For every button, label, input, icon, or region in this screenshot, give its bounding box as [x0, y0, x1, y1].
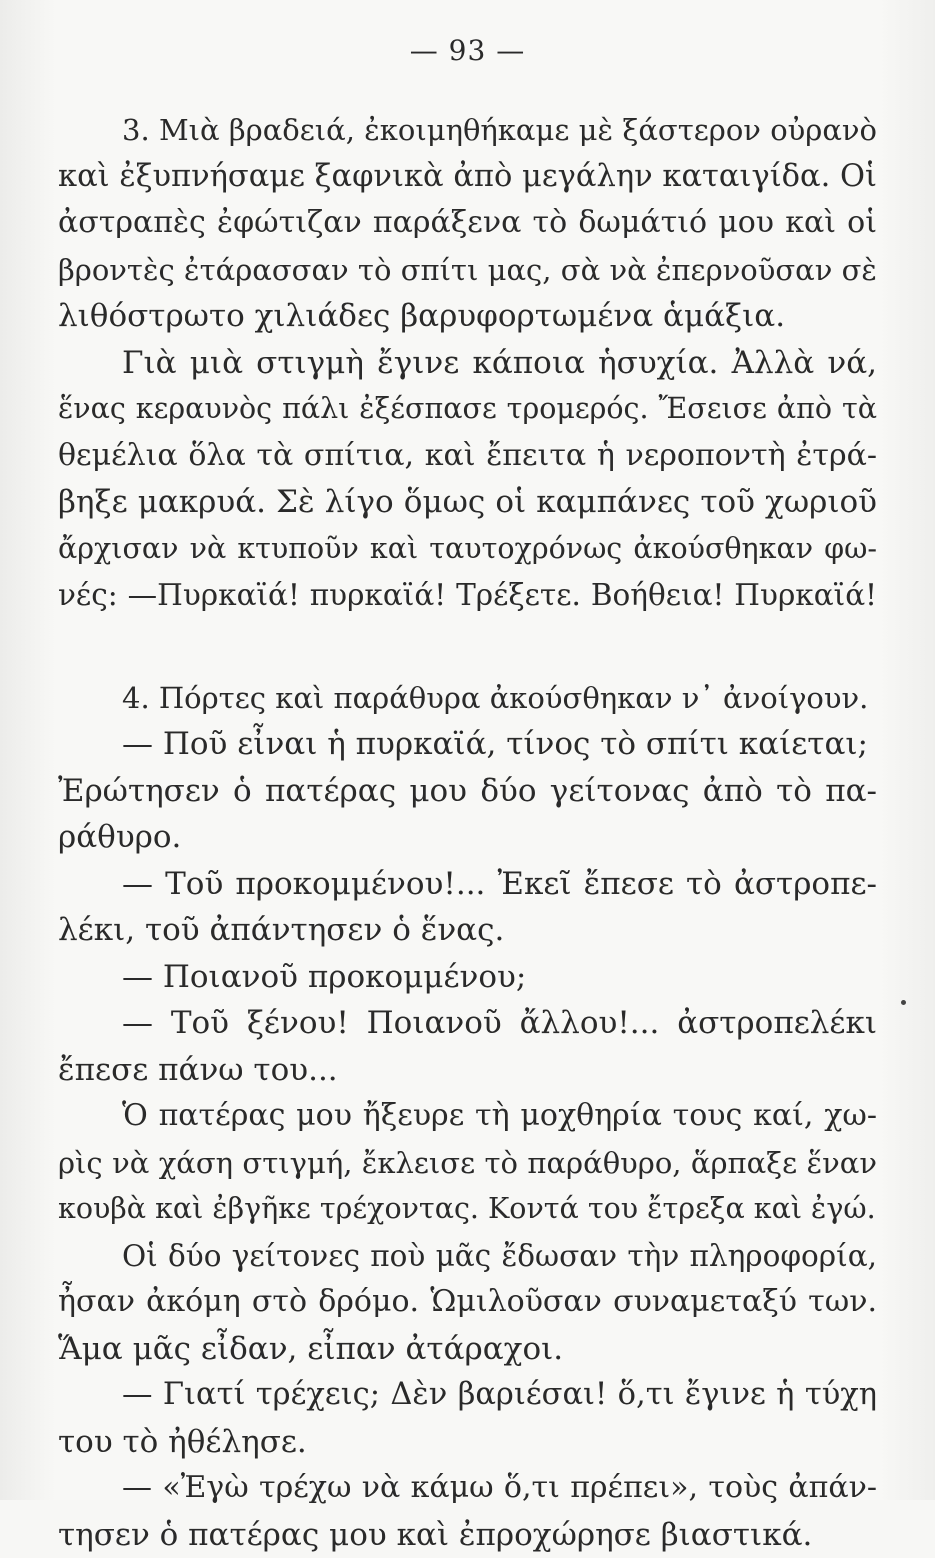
text-line: ἔπεσε πάνω του...	[58, 1047, 877, 1094]
text-line: Γιὰ μιὰ στιγμὴ ἔγινε κάποια ἡσυχία. Ἀλλὰ νά,	[58, 340, 877, 387]
text-line: Ἐρώτησεν ὁ πατέρας μου δύο γείτονας ἀπὸ τὸ πα-	[58, 768, 877, 815]
text-line: Οἱ δύο γείτονες ποὺ μᾶς ἔδωσαν τὴν πληροφορία,	[58, 1233, 877, 1280]
text-line: τησεν ὁ πατέρας μου καὶ ἐπροχώρησε βιαστικά.	[58, 1512, 877, 1558]
text-line: 3. Μιὰ βραδειά, ἐκοιμηθήκαμε μὲ ξάστερον οὐρανὸ	[58, 107, 877, 154]
text-line: νές: —Πυρκαϊά! πυρκαϊά! Τρέξετε. Βοήθεια! Πυρκαϊά!	[58, 572, 877, 619]
page-text	[58, 107, 877, 1558]
text-line: ἄρχισαν νὰ κτυποῦν καὶ ταυτοχρόνως ἀκούσθηκαν φω-	[58, 526, 877, 573]
paragraph-section-1	[58, 107, 877, 619]
text-line: Ἅμα μᾶς εἶδαν, εἶπαν ἀτάραχοι.	[58, 1326, 877, 1373]
text-line: βηξε μακρυά. Σὲ λίγο ὅμως οἱ καμπάνες τοῦ χωριοῦ	[58, 479, 877, 526]
text-line: — Τοῦ ξένου! Ποιανοῦ ἄλλου!... ἀστροπελέκι	[58, 1000, 877, 1047]
print-speck	[901, 1000, 906, 1005]
text-line: ἦσαν ἀκόμη στὸ δρόμο. Ὡμιλοῦσαν συναμεταξύ των.	[58, 1279, 877, 1326]
text-line: — Γιατί τρέχεις; Δὲν βαριέσαι! ὅ,τι ἔγινε ἡ τύχη	[58, 1372, 877, 1419]
text-line: κουβὰ καὶ ἐβγῆκε τρέχοντας. Κοντά του ἔτρεξα καὶ ἐγώ.	[58, 1186, 877, 1233]
paragraph-section-2	[58, 675, 877, 1558]
text-line: του τὸ ἠθέλησε.	[58, 1419, 877, 1466]
text-line: βροντὲς ἐτάρασσαν τὸ σπίτι μας, σὰ νὰ ἐπερνοῦσαν σὲ	[58, 247, 877, 294]
text-line: ἕνας κεραυνὸς πάλι ἐξέσπασε τρομερός. Ἔσεισε ἀπὸ τὰ	[58, 386, 877, 433]
text-line: — «Ἐγὼ τρέχω νὰ κάμω ὅ,τι πρέπει», τοὺς ἀπάν-	[58, 1465, 877, 1512]
page-number: — 93 —	[58, 34, 877, 67]
text-line: λέκι, τοῦ ἀπάντησεν ὁ ἕνας.	[58, 907, 877, 954]
text-line: καὶ ἐξυπνήσαμε ξαφνικὰ ἀπὸ μεγάλην καταιγίδα. Οἱ	[58, 154, 877, 201]
text-line: 4. Πόρτες καὶ παράθυρα ἀκούσθηκαν ν᾽ ἀνοίγουν.	[58, 675, 877, 722]
text-line: — Τοῦ προκομμένου!... Ἐκεῖ ἔπεσε τὸ ἀστροπε-	[58, 861, 877, 908]
text-line: θεμέλια ὅλα τὰ σπίτια, καὶ ἔπειτα ἡ νεροποντὴ ἐτρά-	[58, 433, 877, 480]
text-line: Ὁ πατέρας μου ἤξευρε τὴ μοχθηρία τους καί, χω-	[58, 1093, 877, 1140]
text-line: ράθυρο.	[58, 814, 877, 861]
text-line: ἀστραπὲς ἐφώτιζαν παράξενα τὸ δωμάτιό μου καὶ οἱ	[58, 200, 877, 247]
text-line: λιθόστρωτο χιλιάδες βαρυφορτωμένα ἁμάξια.	[58, 293, 877, 340]
text-line: — Ποιανοῦ προκομμένου;	[58, 954, 877, 1001]
text-line: ρὶς νὰ χάση στιγμή, ἔκλεισε τὸ παράθυρο, ἅρπαξε ἕναν	[58, 1140, 877, 1187]
text-line: — Ποῦ εἶναι ἡ πυρκαϊά, τίνος τὸ σπίτι καίεται;	[58, 721, 877, 768]
